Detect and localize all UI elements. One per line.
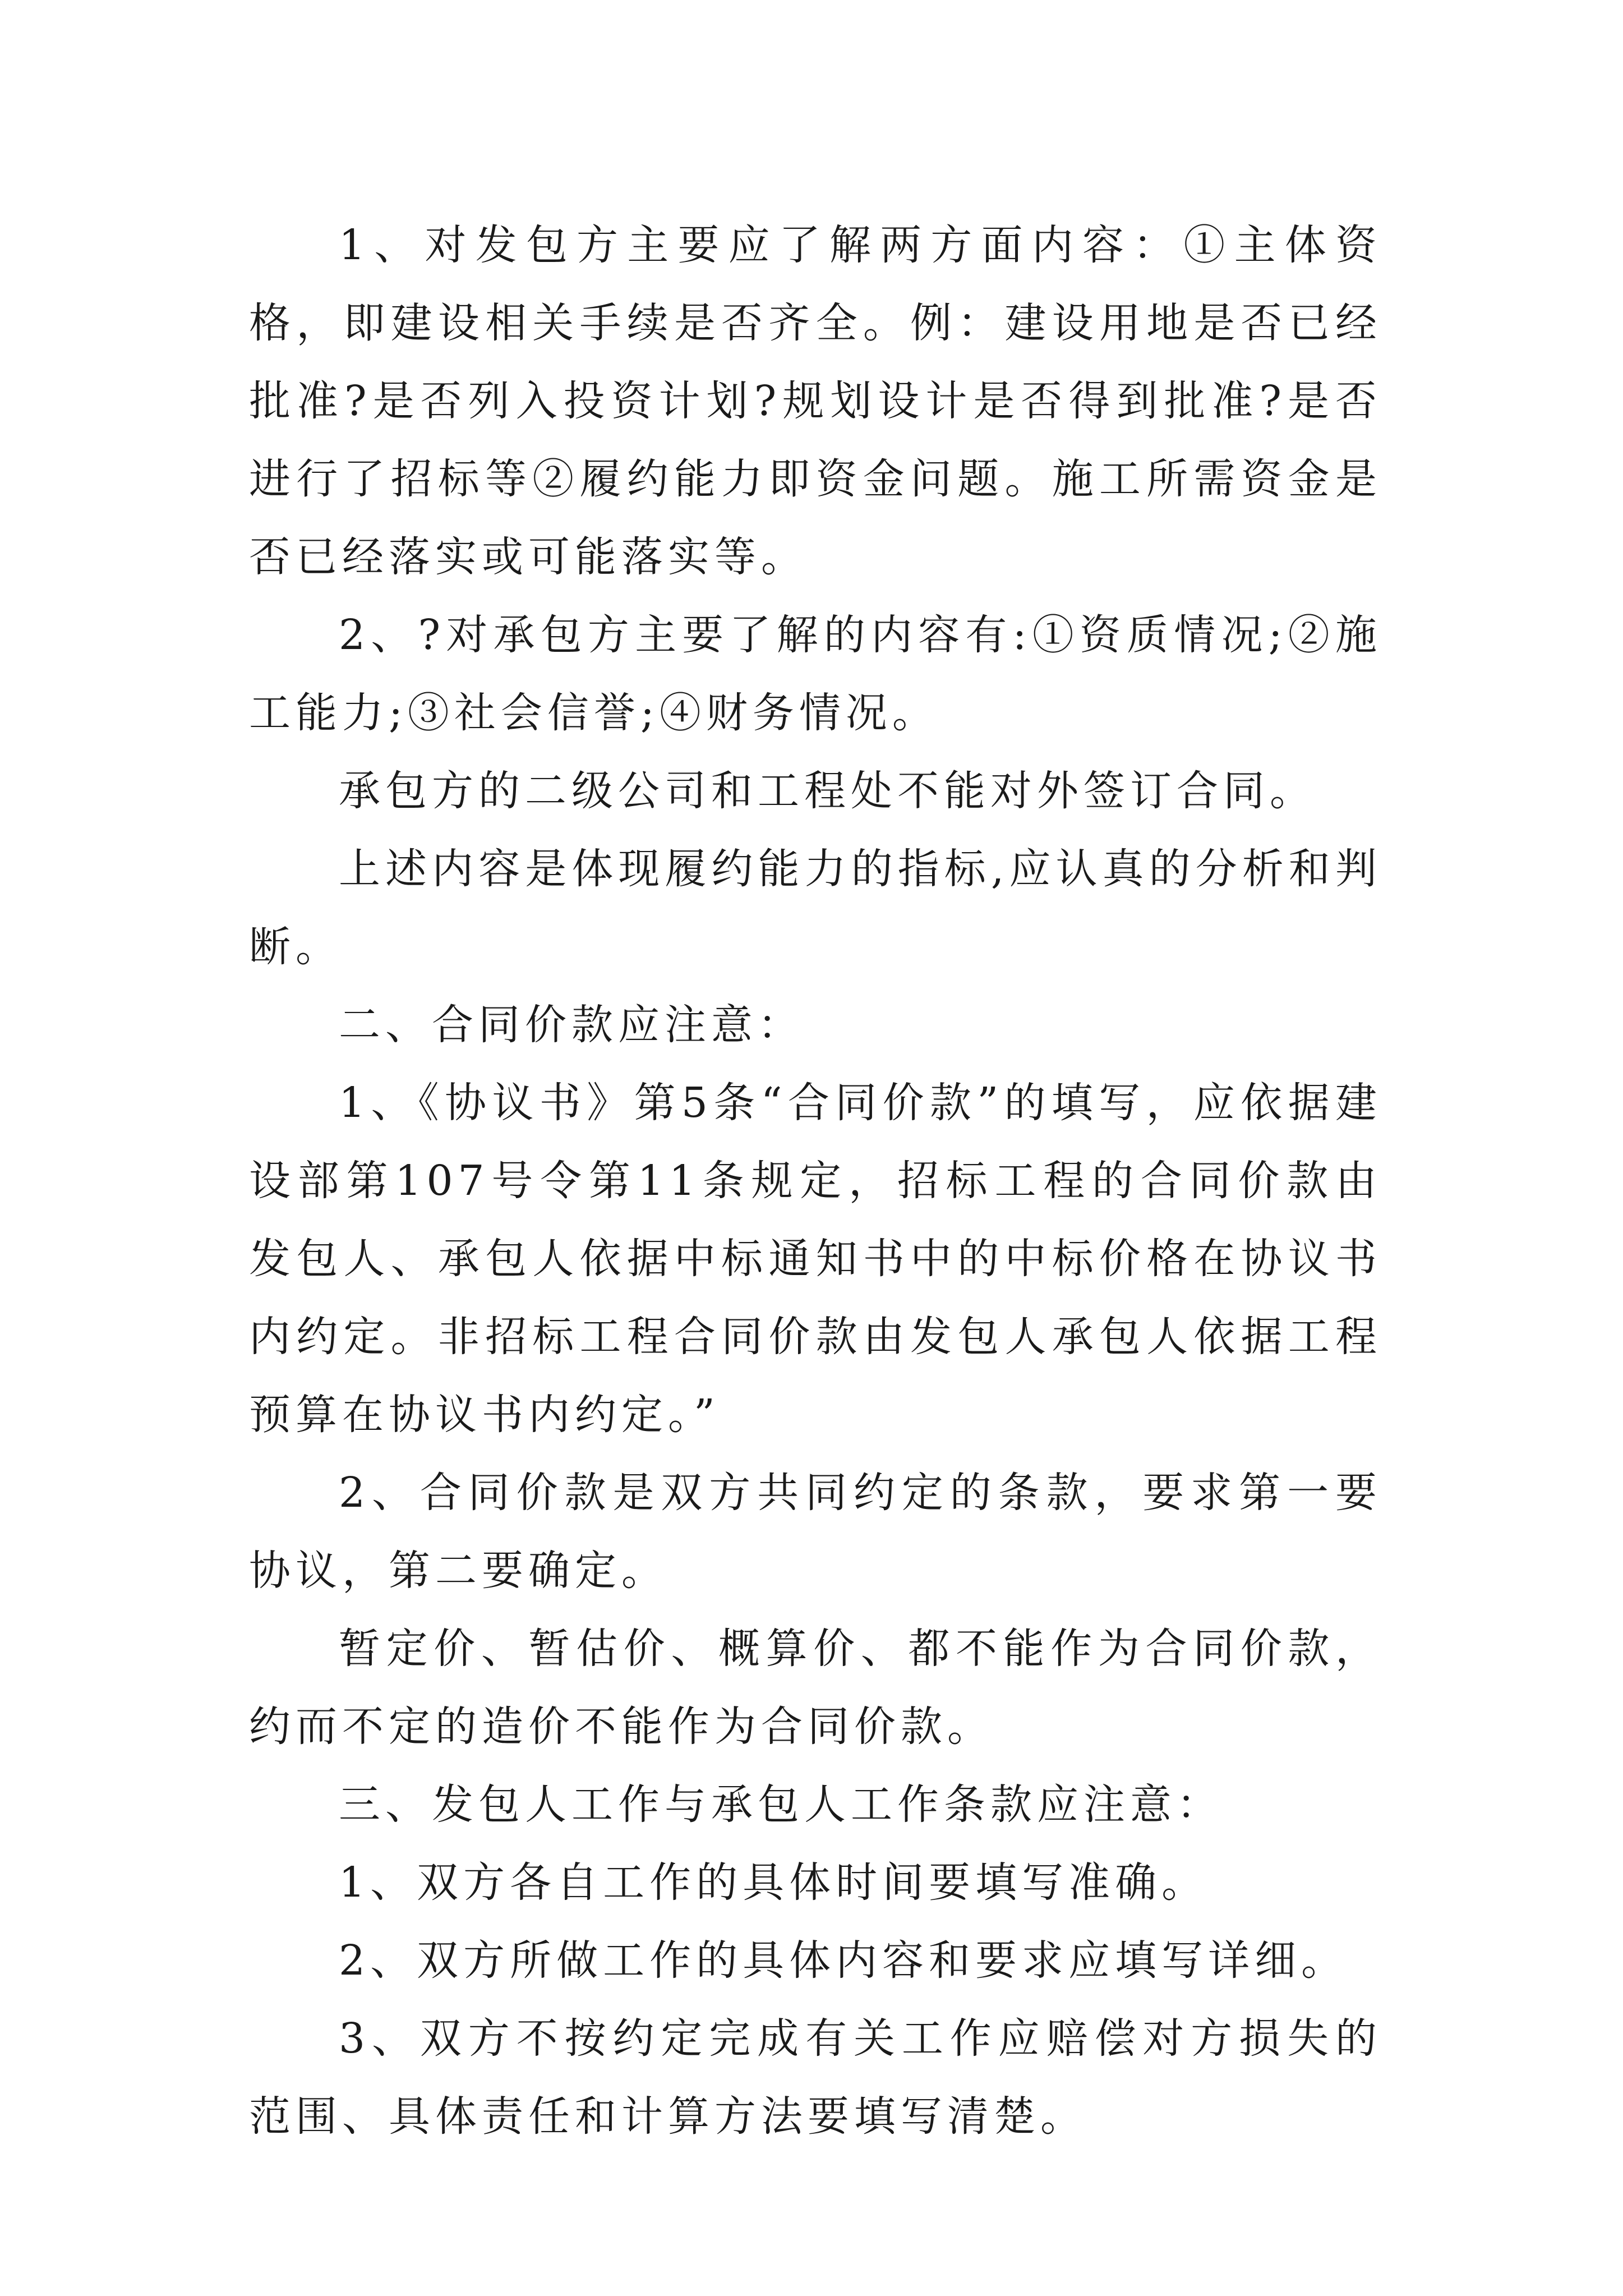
paragraph: 2、合同价款是双方共同约定的条款，要求第一要协议，第二要确定。 [249,1469,1382,1595]
paragraph: 2、双方所做工作的具体内容和要求应填写详细。 [339,1936,1348,1985]
document-body [249,206,1382,2156]
paragraph: 上述内容是体现履约能力的指标,应认真的分析和判断。 [249,845,1382,971]
section-heading: 三、发包人工作与承包人工作条款应注意： [339,1780,1223,1829]
paragraph: 暂定价、暂估价、概算价、都不能作为合同价款，约而不定的造价不能作为合同价款。 [249,1625,1382,1751]
paragraph: 1、对发包方主要应了解两方面内容：①主体资格，即建设相关手续是否齐全。例：建设用地是否已经批准?是否列入投资计划?规划设计是否得到批准?是否进行了招标等②履约能力即资金问题。施工所需资金是否已经落实或可能落实等。 [249,221,1382,581]
paragraph: 1、《协议书》第5条“合同价款”的填写，应依据建设部第107号令第11条规定，招标工程的合同价款由发包人、承包人依据中标通知书中的中标价格在协议书内约定。非招标工程合同价款由发包人承包人依据工程预算在协议书内约定。” [249,1079,1382,1439]
paragraph: 2、?对承包方主要了解的内容有:①资质情况;②施工能力;③社会信誉;④财务情况。 [249,611,1382,737]
paragraph: 承包方的二级公司和工程处不能对外签订合同。 [339,767,1316,815]
section-heading: 二、合同价款应注意： [339,1001,804,1049]
paragraph: 3、双方不按约定完成有关工作应赔偿对方损失的范围、具体责任和计算方法要填写清楚。 [249,2014,1382,2141]
paragraph: 1、双方各自工作的具体时间要填写准确。 [339,1858,1209,1907]
